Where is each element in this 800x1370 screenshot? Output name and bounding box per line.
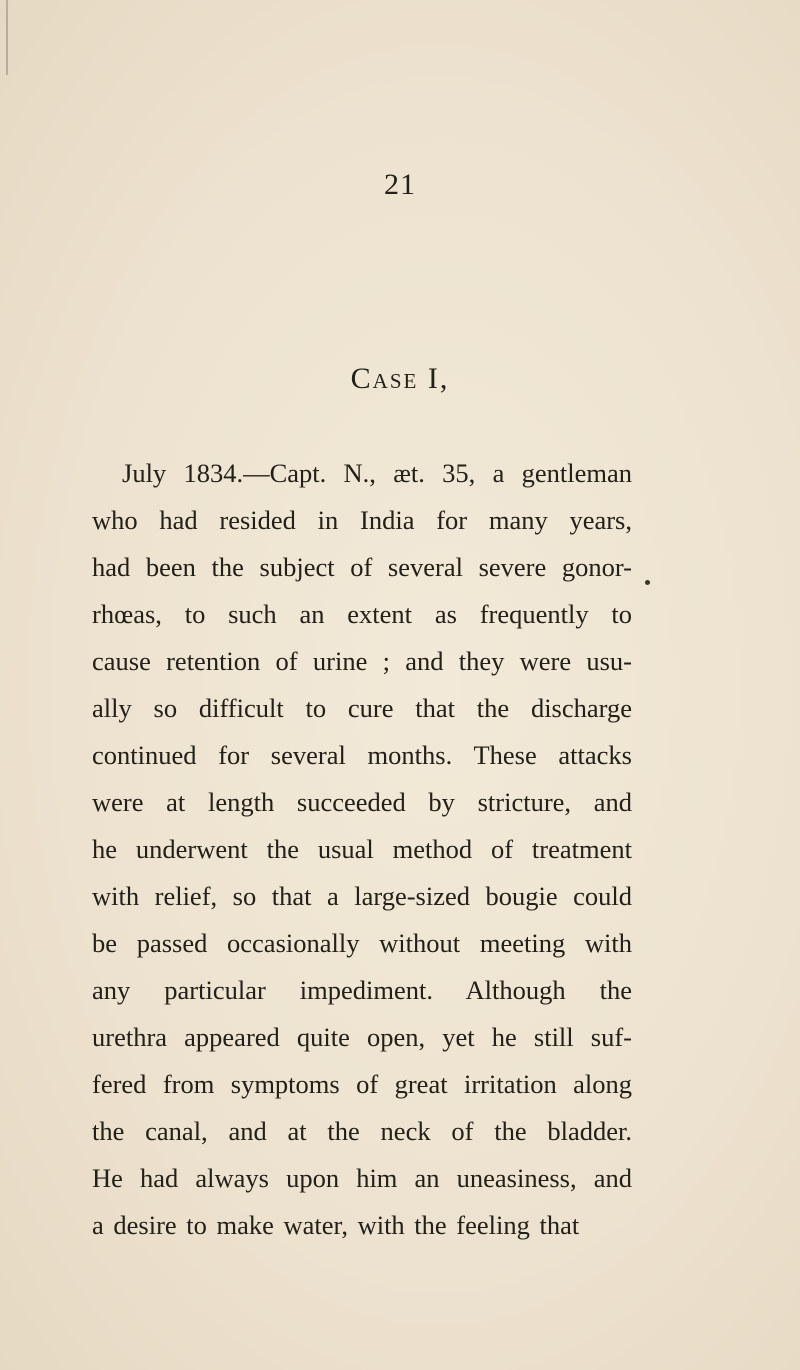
text-line: the canal, and at the neck of the bladder. [92, 1116, 632, 1146]
text-line: be passed occasionally without meeting with [92, 928, 632, 958]
page-number: 21 [384, 168, 416, 201]
text-line: ally so difficult to cure that the discharge [92, 693, 632, 723]
case-heading: Case I, [350, 362, 450, 395]
text-line: cause retention of urine ; and they were usu- [92, 646, 632, 676]
gutter-line [6, 0, 8, 75]
text-line: urethra appeared quite open, yet he still suf- [92, 1022, 632, 1052]
text-line: continued for several months. These attacks [92, 740, 632, 770]
text-line: with relief, so that a large-sized bougie could [92, 881, 632, 911]
text-line: were at length succeeded by stricture, and [92, 787, 632, 817]
text-line: rhœas, to such an extent as frequently to [92, 599, 632, 629]
text-line: fered from symptoms of great irritation along [92, 1069, 632, 1099]
text-line: had been the subject of several severe gonor- [92, 552, 632, 582]
body-paragraph [92, 450, 632, 1249]
text-line: He had always upon him an uneasiness, and [92, 1163, 632, 1193]
text-line: July 1834.—Capt. N., æt. 35, a gentleman [122, 458, 632, 488]
text-line: he underwent the usual method of treatment [92, 834, 632, 864]
text-line: a desire to make water, with the feeling that [92, 1210, 580, 1240]
text-line: any particular impediment. Although the [92, 975, 632, 1005]
text-line: who had resided in India for many years, [92, 505, 632, 535]
margin-mark [645, 580, 650, 585]
